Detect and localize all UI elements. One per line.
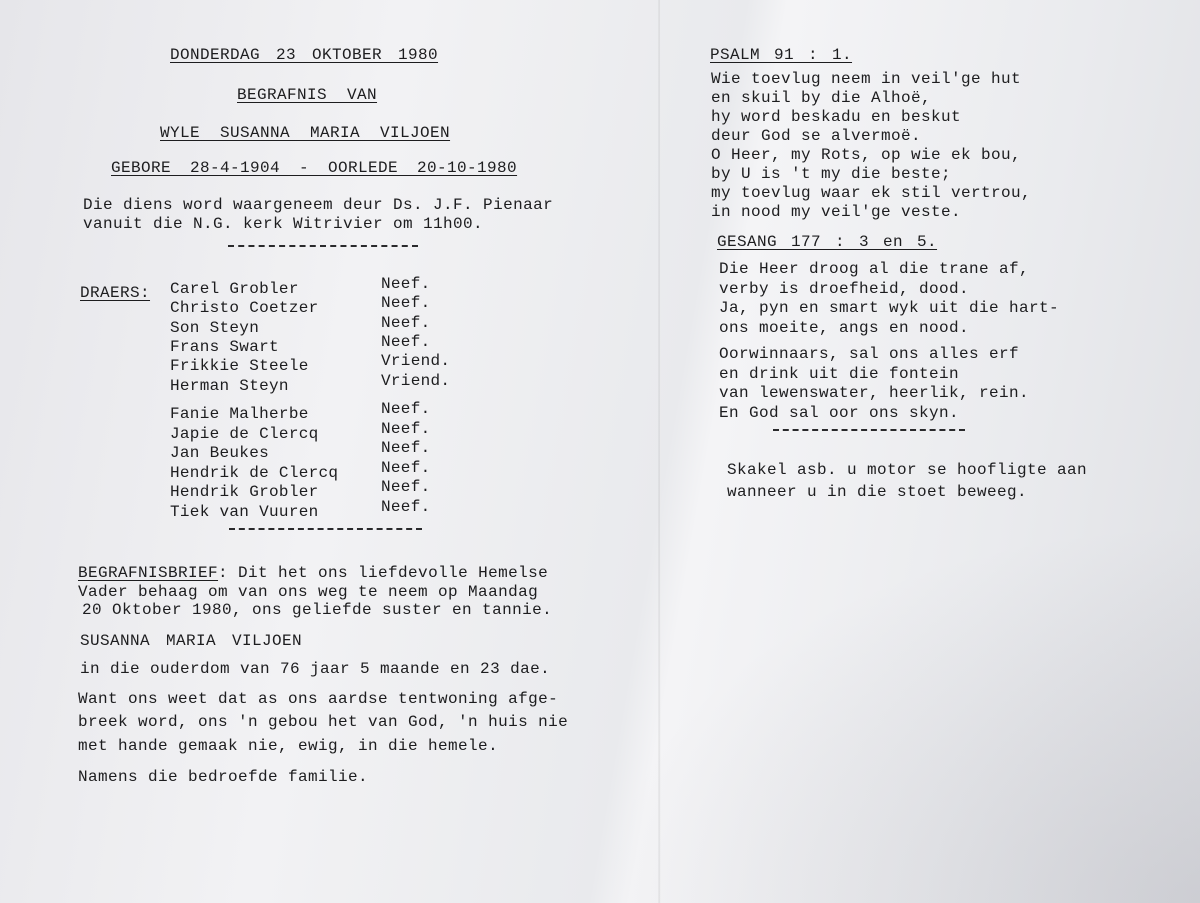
psalm-line: Wie toevlug neem in veil'ge hut [711,70,1022,88]
letter-line-1 [78,564,548,583]
hymn-stanza-1-line: Die Heer droog al die trane af, [719,260,1030,278]
letter-line-3: 20 Oktober 1980, ons geliefde suster en tannie. [82,601,553,619]
age-line: in die ouderdom van 76 jaar 5 maande en 23 dae. [80,660,551,678]
bearer-relation: Neef. [381,439,431,457]
programme-title: BEGRAFNIS VAN [237,86,378,104]
bearer-relation: Neef. [381,419,431,438]
bearer-relation: Vriend. [381,352,451,371]
bearer-relation: Neef. [381,497,431,516]
service-info-line-1: Die diens word waargeneem deur Ds. J.F. Pienaar [83,196,554,214]
hymn-stanza-2-line: en drink uit die fontein [719,364,960,383]
letter-line-1-text: : Dit het ons liefdevolle Hemelse [218,564,549,582]
birth-death-dates: GEBORE 28-4-1904 - OORLEDE 20-10-1980 [111,159,518,177]
bearer-name: Tiek van Vuuren [170,502,319,521]
service-date: DONDERDAG 23 OKTOBER 1980 [170,46,439,64]
bearer-name: Fanie Malherbe [170,405,309,423]
psalm-line: in nood my veil'ge veste. [711,203,962,221]
service-info-line-2: vanuit die N.G. kerk Witrivier om 11h00. [83,215,484,233]
bearer-name: Son Steyn [170,318,260,337]
family-signoff: Namens die bedroefde familie. [78,768,369,786]
psalm-line: O Heer, my Rots, op wie ek bou, [711,146,1022,164]
psalm-line: deur God se alvermoë. [711,127,922,145]
letter-line-2: Vader behaag om van ons weg te neem op Maandag [78,583,539,601]
bearers-label: DRAERS: [80,284,151,302]
hymn-stanza-2-line: van lewenswater, heerlik, rein. [719,384,1030,402]
bearer-relation: Vriend. [381,371,451,390]
bearer-relation: Neef. [381,478,431,496]
verse-line-3: met hande gemaak nie, ewig, in die hemele. [78,737,499,755]
hymn-stanza-1-line: Ja, pyn en smart wyk uit die hart- [719,299,1060,317]
hymn-title: GESANG 177 : 3 en 5. [717,233,938,251]
hymn-stanza-2-line: Oorwinnaars, sal ons alles erf [719,345,1020,363]
bearer-name: Herman Steyn [170,376,289,395]
verse-line-2: breek word, ons 'n gebou het van God, 'n huis nie [78,713,569,731]
hymn-stanza-1-line: ons moeite, angs en nood. [719,318,970,337]
bearer-name: Jan Beukes [170,444,270,462]
letter-label: BEGRAFNISBRIEF [78,564,219,582]
bearer-name: Frans Swart [170,337,279,356]
deceased-name: SUSANNA MARIA VILJOEN [80,632,303,650]
bearer-name: Japie de Clercq [170,424,319,443]
bearer-name: Christo Coetzer [170,299,319,318]
bearer-relation: Neef. [381,400,431,418]
psalm-title: PSALM 91 : 1. [710,46,853,64]
psalm-line: hy word beskadu en beskut [711,108,962,126]
divider-1 [228,245,418,247]
hymn-stanza-2-line: En God sal oor ons skyn. [719,403,960,422]
bearer-name: Hendrik Grobler [170,483,319,501]
paper-shadow [600,523,1200,903]
deceased-name-heading: WYLE SUSANNA MARIA VILJOEN [160,124,451,142]
bearer-relation: Neef. [381,458,431,477]
notice-line-1: Skakel asb. u motor se hoofligte aan [727,461,1088,479]
notice-line-2: wanneer u in die stoet beweeg. [727,483,1028,501]
verse-line-1: Want ons weet dat as ons aardse tentwoning afge- [78,690,559,708]
psalm-line: en skuil by die Alhoë, [711,89,932,107]
hymn-stanza-1-line: verby is droefheid, dood. [719,279,970,298]
bearer-relation: Neef. [381,332,431,351]
divider-2 [229,528,422,530]
bearer-name: Frikkie Steele [170,357,309,376]
divider-3 [773,429,965,431]
bearer-relation: Neef. [381,313,431,332]
psalm-line: by U is 't my die beste; [711,165,952,183]
psalm-line: my toevlug waar ek stil vertrou, [711,184,1032,202]
bearer-name: Hendrik de Clercq [170,463,339,482]
bearer-name: Carel Grobler [170,280,299,298]
bearer-relation: Neef. [381,275,431,293]
bearer-relation: Neef. [381,294,431,313]
